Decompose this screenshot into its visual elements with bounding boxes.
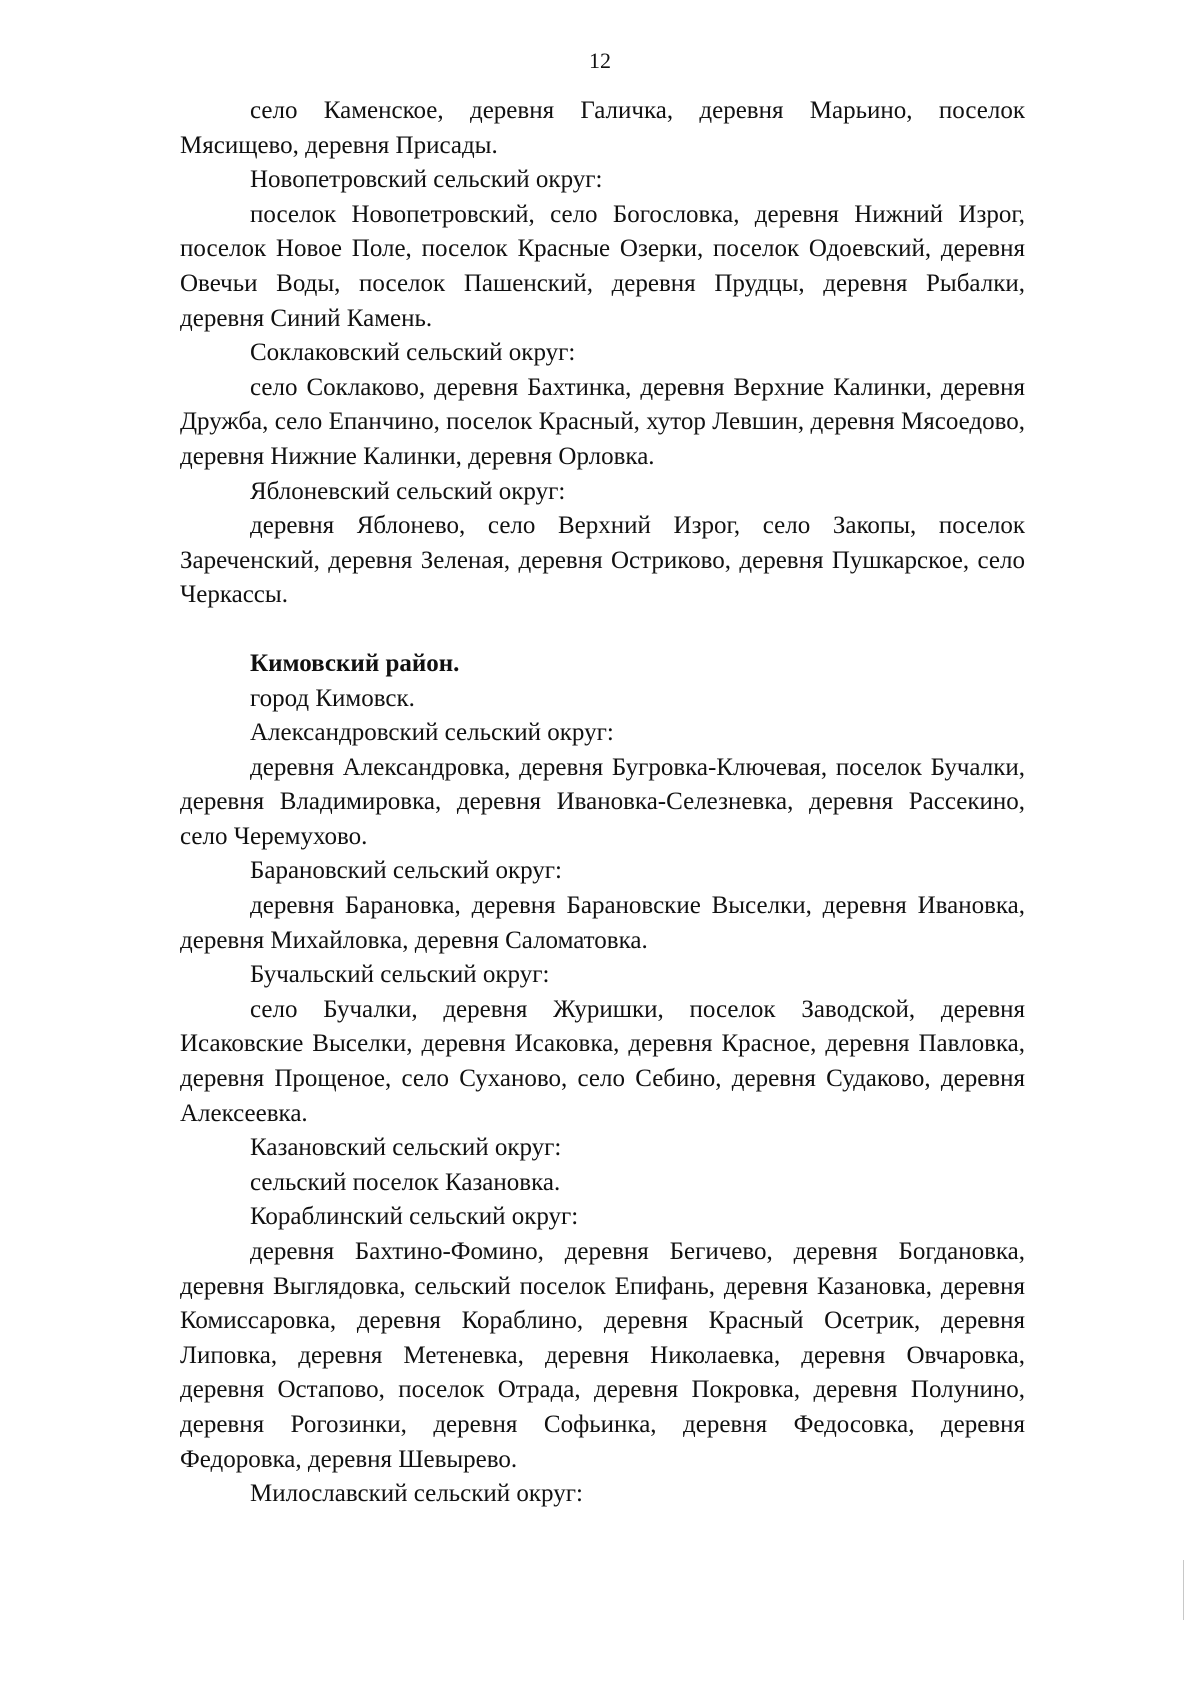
paragraph-city-kimovsk: город Кимовск.	[250, 684, 415, 712]
heading-kimovsky-district: Кимовский район.	[250, 649, 460, 677]
heading-novopetrovsky-okrug: Новопетровский сельский округ:	[250, 166, 603, 194]
heading-korablinsky-okrug: Кораблинский сельский округ:	[250, 1203, 579, 1231]
paragraph-villages-buchalsky: село Бучалки, деревня Журишки, поселок Заводской, деревня Исаковские Выселки, деревня Исаковка, деревня Красное, деревня Павловка, деревня Прощеное, село Суханово, село Себино, деревня Судаково, деревня Алексеевка.	[180, 995, 1025, 1127]
paragraph-villages-baranovsky: деревня Барановка, деревня Барановские Выселки, деревня Ивановка, деревня Михайловка, деревня Саломатовка.	[180, 892, 1025, 954]
heading-yablonevsky-okrug: Яблоневский сельский округ:	[250, 477, 566, 505]
document-body	[180, 94, 1025, 1512]
heading-miloslavsky-okrug: Милославский сельский округ:	[250, 1480, 583, 1508]
paragraph-villages-novopetrovsky: поселок Новопетровский, село Богословка, деревня Нижний Изрог, поселок Новое Поле, поселок Красные Озерки, поселок Одоевский, деревня Овечьи Воды, поселок Пашенский, деревня Прудцы, деревня Рыбалки, деревня Синий Камень.	[180, 200, 1025, 332]
paragraph-villages-kazanovsky: сельский поселок Казановка.	[250, 1168, 561, 1196]
paragraph-villages-aleksandrovsky: деревня Александровка, деревня Бугровка-Ключевая, поселок Бучалки, деревня Владимировка, деревня Ивановка-Селезневка, деревня Рассекино, село Черемухово.	[180, 753, 1025, 850]
paragraph-villages-korablinsky: деревня Бахтино-Фомино, деревня Бегичево, деревня Богдановка, деревня Выглядовка, сельский поселок Епифань, деревня Казановка, деревня Комиссаровка, деревня Кораблино, деревня Красный Осетрик, деревня Липовка, деревня Метеневка, деревня Николаевка, деревня Овчаровка, деревня Остапово, поселок Отрада, деревня Покровка, деревня Полунино, деревня Рогозинки, деревня Софьинка, деревня Федосовка, деревня Федоровка, деревня Шевырево.	[180, 1238, 1025, 1473]
heading-soklakovsky-okrug: Соклаковский сельский округ:	[250, 339, 576, 367]
paragraph-villages-yablonevsky: деревня Яблонево, село Верхний Изрог, село Закопы, поселок Зареченский, деревня Зеленая, деревня Остриково, деревня Пушкарское, село Черкассы.	[180, 512, 1025, 609]
scan-margin-mark	[1183, 1560, 1184, 1620]
paragraph-villages-soklakovsky: село Соклаково, деревня Бахтинка, деревня Верхние Калинки, деревня Дружба, село Епанчино, поселок Красный, хутор Левшин, деревня Мясоедово, деревня Нижние Калинки, деревня Орловка.	[180, 373, 1025, 470]
heading-aleksandrovsky-okrug: Александровский сельский округ:	[250, 719, 614, 747]
heading-baranovsky-okrug: Барановский сельский округ:	[250, 857, 562, 885]
heading-kazanovsky-okrug: Казановский сельский округ:	[250, 1134, 562, 1162]
paragraph-villages-kamenskoe: село Каменское, деревня Галичка, деревня Марьино, поселок Мясищево, деревня Присады.	[180, 97, 1025, 159]
page-number: 12	[589, 48, 611, 73]
heading-buchalsky-okrug: Бучальский сельский округ:	[250, 961, 550, 989]
